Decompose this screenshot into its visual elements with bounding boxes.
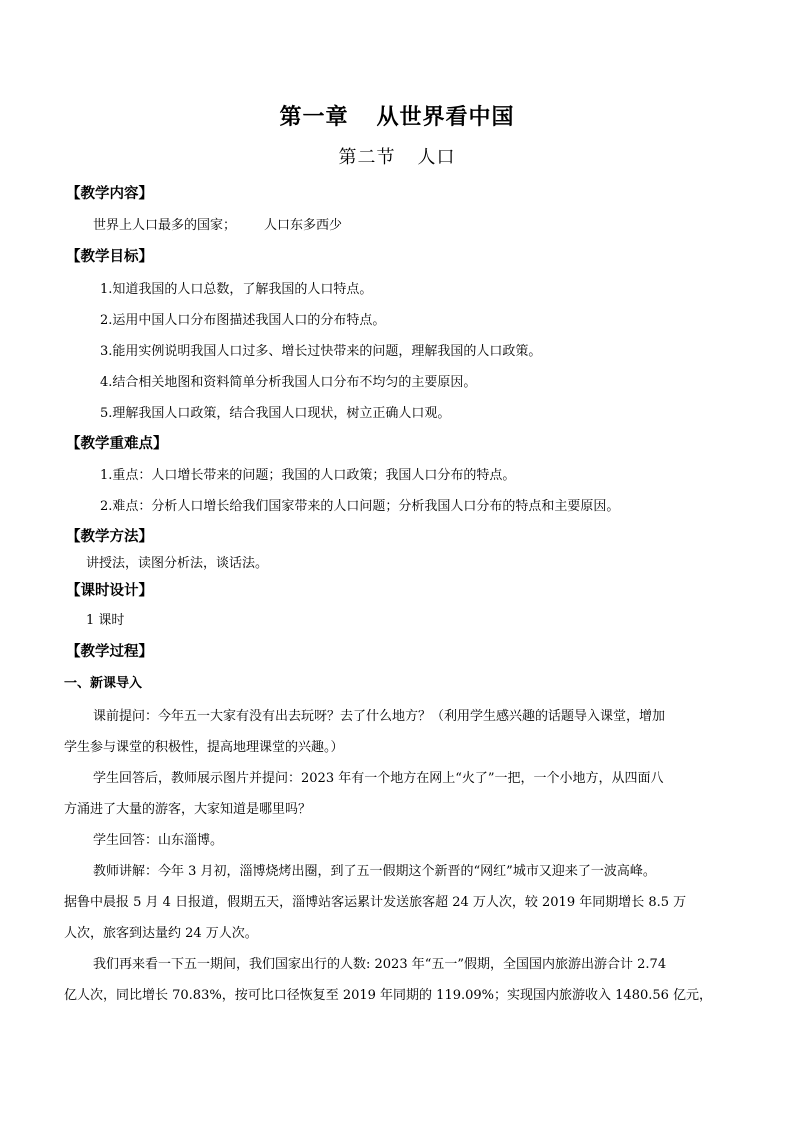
goal-item-5: 5.理解我国人口政策，结合我国人口现状，树立正确人口观。 bbox=[100, 406, 451, 421]
chapter-number: 第一章 bbox=[279, 104, 349, 130]
section-number: 第二节 bbox=[338, 147, 396, 168]
section-name: 人口 bbox=[417, 147, 456, 168]
chapter-name: 从世界看中国 bbox=[376, 104, 515, 130]
part1-title: 一、新课导入 bbox=[64, 676, 143, 691]
process-line-5: 学生回答：山东淄博。 bbox=[93, 833, 224, 848]
heading-methods: 【教学方法】 bbox=[66, 528, 153, 545]
heading-goals: 【教学目标】 bbox=[66, 248, 153, 265]
heading-keypoints: 【教学重难点】 bbox=[66, 435, 168, 452]
content-item-1: 世界上人口最多的国家； bbox=[93, 218, 237, 233]
process-line-4: 方涌进了大量的游客，大家知道是哪里吗？ bbox=[64, 802, 312, 817]
chapter-title bbox=[0, 106, 794, 128]
goal-item-3: 3.能用实例说明我国人口过多、增长过快带来的问题，理解我国的人口政策。 bbox=[100, 344, 542, 359]
process-line-10: 亿人次，同比增长 70.83%，按可比口径恢复至 2019 年同期的 119.09%；实现国内旅游收入 1480.56 亿元， bbox=[64, 988, 713, 1003]
process-line-1: 课前提问：今年五一大家有没有出去玩呀？去了什么地方？（利用学生感兴趣的话题导入课堂，增加 bbox=[93, 709, 666, 724]
process-line-9: 我们再来看一下五一期间，我们国家出行的人数: 2023 年“五一”假期，全国国内旅游出游合计 2.74 bbox=[93, 957, 667, 972]
process-line-8: 人次，旅客到达量约 24 万人次。 bbox=[64, 926, 258, 941]
methods-text: 讲授法，读图分析法，谈话法。 bbox=[86, 556, 269, 571]
goal-item-1: 1.知道我国的人口总数，了解我国的人口特点。 bbox=[100, 282, 373, 297]
content-line bbox=[93, 219, 342, 232]
section-title bbox=[0, 149, 794, 167]
process-line-3: 学生回答后，教师展示图片并提问：2023 年有一个地方在网上“火了”一把，一个小地方，从四面八 bbox=[93, 771, 664, 786]
goal-item-4: 4.结合相关地图和资料简单分析我国人口分布不均匀的主要原因。 bbox=[100, 375, 477, 390]
process-line-6: 教师讲解：今年 3 月初，淄博烧烤出圈，到了五一假期这个新晋的“网红”城市又迎来了一波高峰。 bbox=[93, 864, 656, 879]
keypoint-item-2: 2.难点：分析人口增长给我们国家带来的人口问题；分析我国人口分布的特点和主要原因。 bbox=[100, 499, 620, 514]
heading-period: 【课时设计】 bbox=[66, 582, 153, 599]
goal-item-2: 2.运用中国人口分布图描述我国人口的分布特点。 bbox=[100, 313, 386, 328]
content-item-2: 人口东多西少 bbox=[264, 218, 343, 233]
process-line-7: 据鲁中晨报 5 月 4 日报道，假期五天，淄博站客运累计发送旅客超 24 万人次，较 2019 年同期增长 8.5 万 bbox=[64, 895, 687, 910]
heading-content: 【教学内容】 bbox=[66, 185, 153, 202]
keypoint-item-1: 1.重点：人口增长带来的问题；我国的人口政策；我国人口分布的特点。 bbox=[100, 468, 516, 483]
period-text: 1 课时 bbox=[86, 613, 125, 628]
heading-process: 【教学过程】 bbox=[66, 643, 153, 660]
process-line-2: 学生参与课堂的积极性，提高地理课堂的兴趣。） bbox=[64, 740, 344, 755]
